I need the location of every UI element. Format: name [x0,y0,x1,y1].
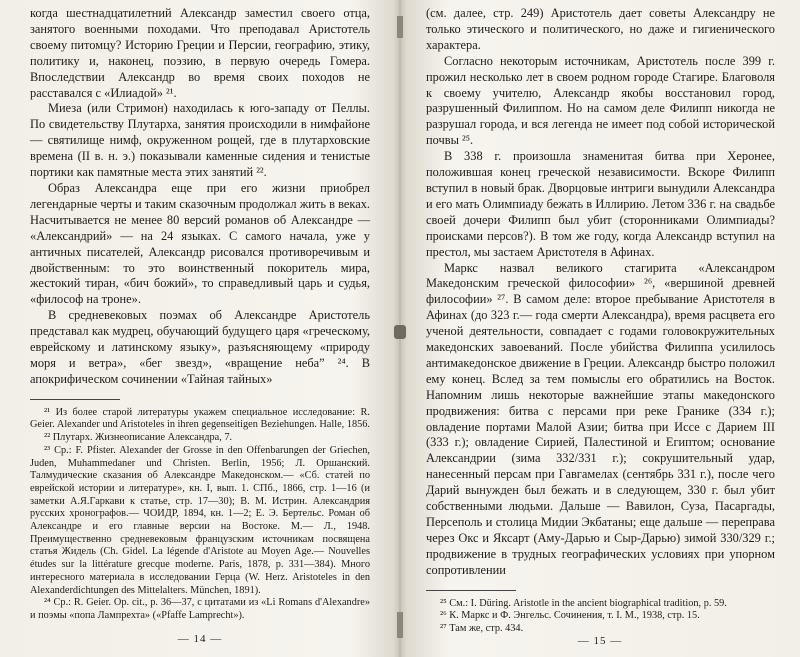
left-footnotes [30,407,370,623]
footnote-rule [30,399,120,400]
footnote-23: ²³ Ср.: F. Pfister. Alexander der Grosse in den Offenbarungen der Griechen, Juden, Muhammedaner und Christen. Berlin, 1956; Л. Оршанский. Талмудические сказания об Александре Македонском.— «Сб. статей по еврейской истории и литературе», кн. I, вып. 1. СПб., 1866, стр. 1—16 (и заметки А.Я.Гаркави к статье, стр. 17—30); В. М. Истрин. Александрия русских хронографов.— ЧОИДР, 1894, кн. 1—2; Е. Э. Бертельс. Роман об Александре и его главные версии на Востоке. М.— Л., 1948. Преимущественно средневековым французским источникам посвящена статья Жидель (Ch. Gidel. La légende d'Aristote au Moyen Age.— Nouvelles études sur la littérature grecque moderne. Paris, 1878, p. 331—384). Много интересного материала в исследовании Герца (W. Herz. Aristoteles in den Alexanderdichtungen des Mittelalters. München, 1891). [30,444,370,596]
footnote-25: ²⁵ См.: I. Düring. Aristotle in the ancient biographical tradition, p. 59. [440,597,727,609]
footnote-26: ²⁶ К. Маркс и Ф. Энгельс. Сочинения, т. I. М., 1938, стр. 15. [440,610,700,622]
page-number-right: — 15 — [577,635,623,647]
paragraph: Маркс назвал великого стагирита «Александром Македонским греческой философии» ²⁶, «вершиной древней философии» ²⁷. В самом деле: второе пребывание Аристотеля в Афинах (до 323 г.— года смерти Александра), время расцвета его ученой деятельности, совпадает с годами головокружительных македонских завоеваний. После убийства Филиппа усилилось антимакедонское движение в Греции. Александр быстро положил ему конец. Вслед за тем помыслы его обратились на Восток. Напомним лишь некоторые важнейшие этапы македонского продвижения: битва с персами при реке Гранике (334 г.); овладение портами Малой Азии; битва при Иссе с Дарием III (333 г.); овладение Сирией, Палестиной и Египтом; основание Александрии (зима 332/331 г.); сокрушительный удар, нанесенный персам при Гавгамелах (сентябрь 331 г.), после чего Дарий вынужден был бежать и в следующем, 330 г. был убит собственными людьми. Дальше — Вавилон, Суза, Пасаргады, Персеполь и столица Мидии Экбатаны; еще дальше — переправа через Окс и Яксарт (Аму-Дарью и Сыр-Дарью) зимой 330/329 г.; продвижение в трудных географических условиях при упорном сопротивлении [426,260,775,577]
right-body-text [426,6,775,579]
right-footnotes [426,598,775,636]
paragraph: Миеза (или Стримон) находилась к юго-западу от Пеллы. По свидетельству Плутарха, занятия происходили в нимфайоне — святилище нимф, окруженном рощей, где в плутарховские времена (II в. н. э.) показывали каменные сидения и тенистые портики как памятные места этих занятий ²². [30,101,370,180]
paragraph: (см. далее, стр. 249) Аристотель дает советы Александру не только этического и политического, но даже и гигиенического характера. [426,6,775,52]
footnote-rule [426,590,516,591]
paragraph: В средневековых поэмах об Александре Аристотель представал как мудрец, обучающий будущего царя «греческому, еврейскому и латинскому языку», разъясняющему «природу моря и ветра», «бег звезд», «вращение небаˮ ²⁴. В апокрифическом сочинении «Тайная тайных» [30,308,370,386]
right-page [400,0,800,657]
right-text-column [426,6,775,636]
footnote-22: ²² Плутарх. Жизнеописание Александра, 7. [44,432,233,444]
footnote-21: ²¹ Из более старой литературы укажем специальное исследование: R. Geier. Alexander und Aristoteles in ihren gegenseitigen Beziehungen. Halle, 1856. [30,406,370,431]
footnote-27: ²⁷ Там же, стр. 434. [440,623,524,635]
left-body-text [30,6,370,388]
paragraph: когда шестнадцатилетний Александр заместил своего отца, занятого военными походами. Что преподавал Аристотель своему питомцу? Историю Греции и Персии, географию, этику, политику и, наконец, поэзию, в первую очередь Гомера. Впоследствии Александр во время своих походов не расставался с «Илиадой» ²¹. [30,6,370,100]
paragraph: Образ Александра еще при его жизни приобрел легендарные черты и таким сказочным продолжал жить в веках. Насчитывается не менее 80 версий романов об Александре — «Александрий» — на 24 языках. С самого начала, уже у античных писателей, Александр рисовался противоречивым и двойственным: то это воинственный покоритель мира, жестокий тиран, «бич божий», то справедливый царь и судья, «философ на троне». [30,180,370,307]
paragraph: Согласно некоторым источникам, Аристотель после 399 г. прожил несколько лет в своем родном городе Стагире. Благоволя к своему учителю, Александр якобы восстановил город, разрушенный Филиппом. Но на самом деле Филипп никогда не разрушал города, и вся легенда не имеет под собой исторической почвы ²⁵. [426,53,775,148]
footnote-24: ²⁴ Ср.: R. Geier. Op. cit., p. 36—37, с цитатами из «Li Romans d'Alexandre» и поэмы «попа Лампрехта» («Pfaffe Lamprecht»). [30,597,370,621]
left-text-column [30,6,370,623]
page-number-left: — 14 — [177,633,223,645]
paragraph: В 338 г. произошла знаменитая битва при Херонее, положившая конец греческой независимости. Вскоре Филипп вступил в новый брак. Дворцовые интриги вынудили Александра и его мать Олимпиаду бежать в Иллирию. Летом 336 г. на свадьбе своей дочери Филипп был убит (сторонниками Олимпиады? происками персов?). В том же году, когда Александр вступил на престол, мы застаем Аристотеля в Афинах. [426,149,775,259]
